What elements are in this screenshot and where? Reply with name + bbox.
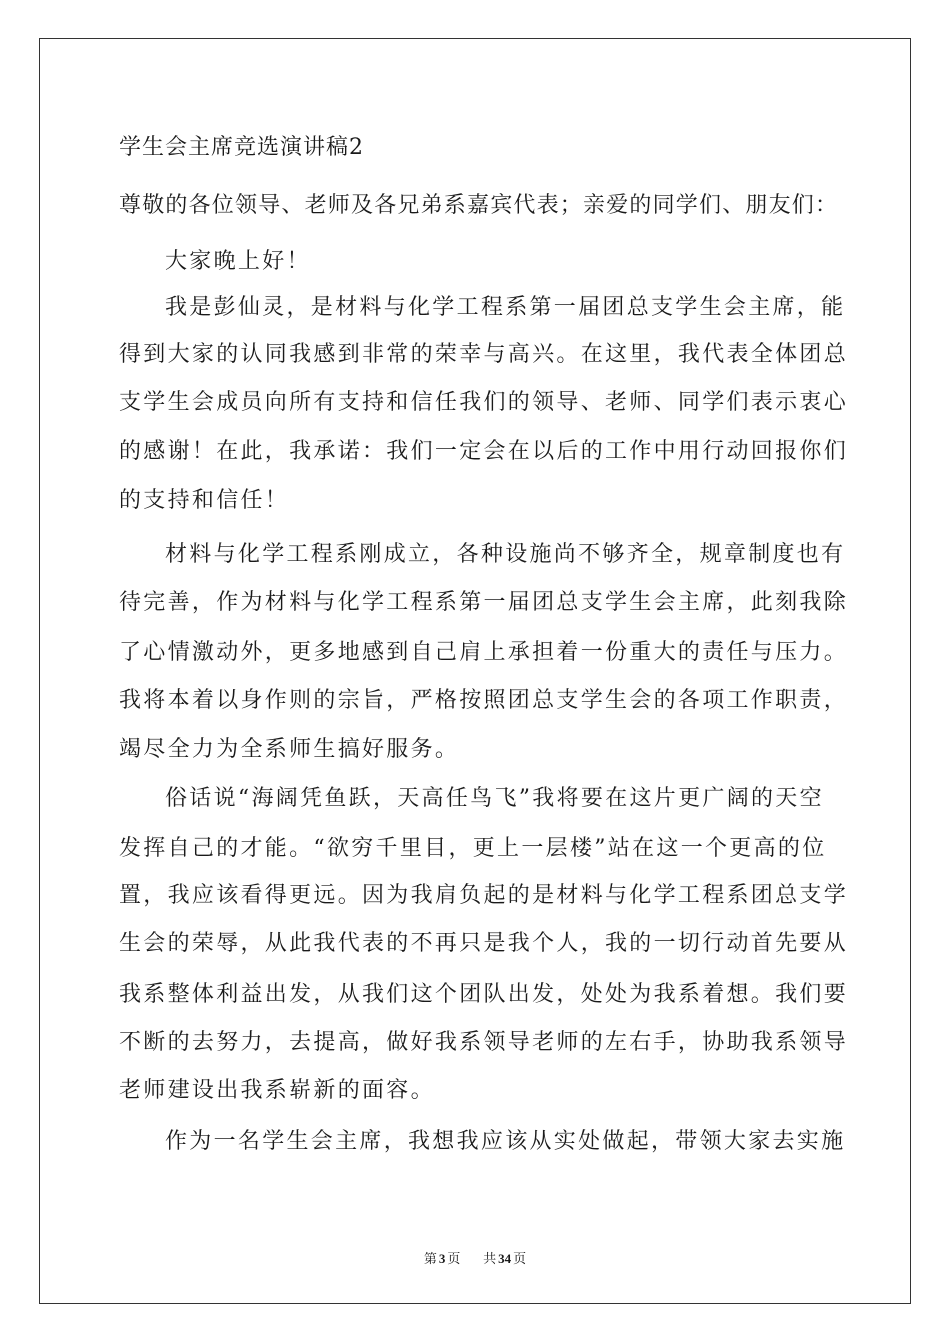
footer-total-suffix: 页 <box>513 1252 527 1267</box>
paragraph-line: 我是彭仙灵，是材料与化学工程系第一届团总支学生会主席，能 <box>165 295 846 320</box>
paragraph-line: 待完善，作为材料与化学工程系第一届团总支学生会主席，此刻我除 <box>119 590 849 615</box>
salutation: 尊敬的各位领导、老师及各兄弟系嘉宾代表；亲爱的同学们、朋友们： <box>119 193 839 218</box>
footer-page-prefix: 第 <box>423 1252 437 1267</box>
footer-total-pages: 34 <box>498 1251 512 1266</box>
footer-total-prefix: 共 <box>483 1252 497 1267</box>
paragraph-line: 作为一名学生会主席，我想我应该从实处做起，带领大家去实施 <box>165 1129 846 1154</box>
paragraph-line: 置，我应该看得更远。因为我肩负起的是材料与化学工程系团总支学 <box>119 883 849 908</box>
paragraph-line: 的感谢！在此，我承诺：我们一定会在以后的工作中用行动回报你们 <box>119 439 849 464</box>
footer-page-suffix: 页 <box>447 1252 461 1267</box>
paragraph-line: 生会的荣辱，从此我代表的不再只是我个人，我的一切行动首先要从 <box>119 931 849 956</box>
paragraph-line: 发挥自己的才能。“欲穷千里目，更上一层楼”站在这一个更高的位 <box>119 836 827 861</box>
paragraph-line: 了心情激动外，更多地感到自己肩上承担着一份重大的责任与压力。 <box>119 640 849 665</box>
page-footer <box>0 1248 950 1267</box>
paragraph-line: 俗话说“海阔凭鱼跃，天高任鸟飞”我将要在这片更广阔的天空 <box>165 786 824 811</box>
paragraph-line: 我系整体利益出发，从我们这个团队出发，处处为我系着想。我们要 <box>119 982 849 1007</box>
paragraph-line: 我将本着以身作则的宗旨，严格按照团总支学生会的各项工作职责， <box>119 688 849 713</box>
paragraph-line: 老师建设出我系崭新的面容。 <box>119 1078 435 1103</box>
paragraph-line: 不断的去努力，去提高，做好我系领导老师的左右手，协助我系领导 <box>119 1030 849 1055</box>
footer-page-number: 3 <box>438 1251 446 1266</box>
paragraph-line: 得到大家的认同我感到非常的荣幸与高兴。在这里，我代表全体团总 <box>119 342 849 367</box>
paragraph-line: 支学生会成员向所有支持和信任我们的领导、老师、同学们表示衷心 <box>119 390 849 415</box>
paragraph-line: 大家晚上好！ <box>165 249 311 274</box>
page-border <box>39 38 911 1304</box>
paragraph-line: 的支持和信任！ <box>119 488 290 513</box>
paragraph-line: 竭尽全力为全系师生搞好服务。 <box>119 737 460 762</box>
document-title: 学生会主席竞选演讲稿2 <box>119 135 364 160</box>
paragraph-line: 材料与化学工程系刚成立，各种设施尚不够齐全，规章制度也有 <box>165 542 846 567</box>
